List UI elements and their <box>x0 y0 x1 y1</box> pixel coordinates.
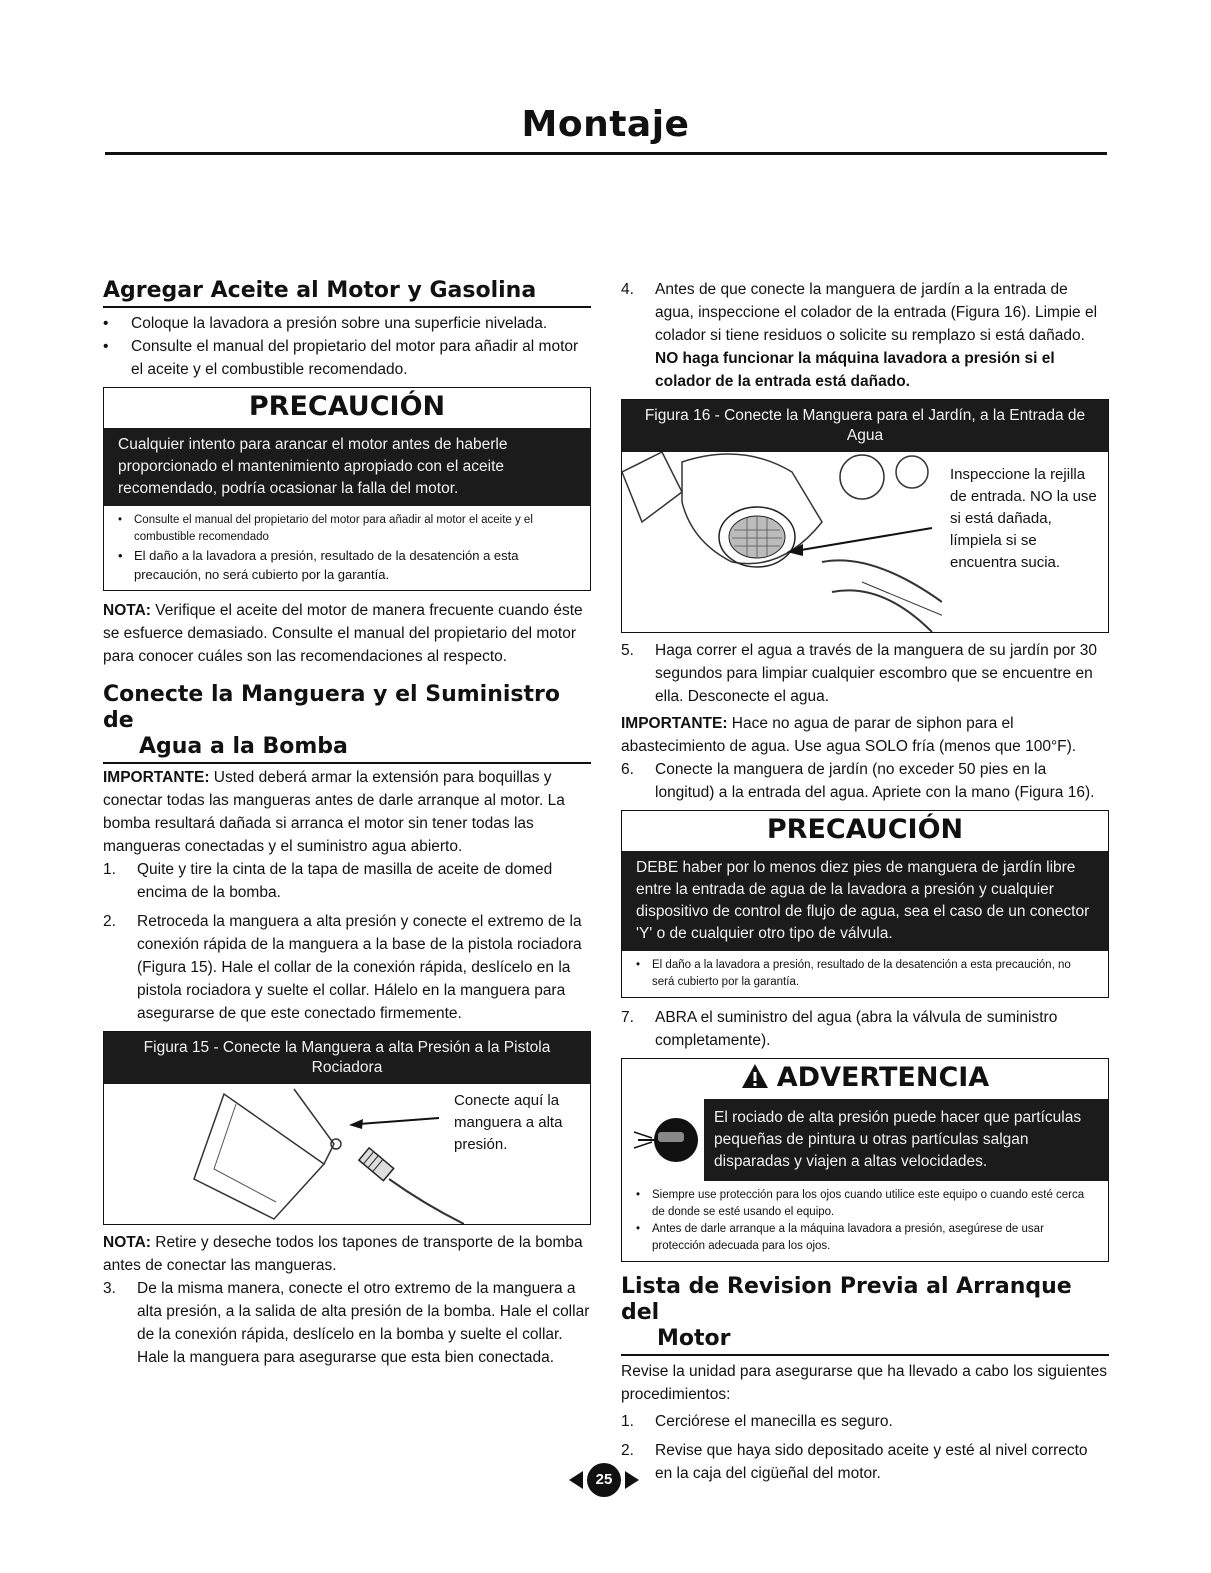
important-note-hoses <box>103 766 591 858</box>
step-7 <box>621 1006 1109 1052</box>
figure-caption: Figura 16 - Conecte la Manguera para el Jardín, a la Entrada de Agua <box>622 400 1108 452</box>
section-heading-checklist <box>621 1274 1109 1356</box>
section-heading-hose-water <box>103 682 591 764</box>
section-heading-oil-gas: Agregar Aceite al Motor y Gasolina <box>103 278 591 308</box>
figure-15 <box>103 1031 591 1225</box>
warning-item: • Siempre use protección para los ojos cuando utilice este equipo o cuando esté cerca de donde se esté usando el equipo. <box>634 1187 1096 1221</box>
caution-item-text: Consulte el manual del propietario del motor para añadir al motor el aceite y el combustible recomendado <box>134 514 533 543</box>
step-text: De la misma manera, conecte el otro extremo de la manguera a alta presión, a la salida de alta presión de la bomba. Hale el collar de la conexión rápida, deslícelo en la bomba y suelte el collar. Hale la manguera para asegurarse que esta bien conectada. <box>137 1280 590 1366</box>
spray-gun-illustration <box>164 1084 464 1224</box>
caution-item <box>116 546 578 584</box>
title-rule <box>105 152 1107 155</box>
pointer-arrow <box>349 1114 439 1134</box>
caution-item-text: El daño a la lavadora a presión, resultado de la desatención a esta precaución, no será cubierto por la garantía. <box>134 548 519 582</box>
step-text: ABRA el suministro del agua (abra la válvula de suministro completamente). <box>655 1009 1058 1049</box>
note-oil-check <box>103 599 591 668</box>
heading-line: Motor <box>657 1326 731 1351</box>
figure-note: Conecte aquí la manguera a alta presión. <box>454 1092 563 1153</box>
step-number: 7. <box>621 1009 634 1026</box>
step-number: 1. <box>621 1413 634 1430</box>
step-number: 5. <box>621 642 634 659</box>
checklist-item-2 <box>621 1439 1109 1485</box>
step-3 <box>103 1277 591 1369</box>
step-4 <box>621 278 1109 393</box>
note-transport-caps <box>103 1231 591 1277</box>
step-warning-text: NO haga funcionar la máquina lavadora a presión si el colador de la entrada está dañado. <box>655 350 1055 390</box>
warning-item: • Antes de darle arranque a la máquina lavadora a presión, asegúrese de usar protección adecuada para los ojos. <box>634 1221 1096 1255</box>
checklist-intro: Revise la unidad para asegurarse que ha llevado a cabo los siguientes procedimientos: <box>621 1363 1107 1403</box>
step-6 <box>621 758 1109 804</box>
caution-box-hose <box>621 810 1109 998</box>
important-label: IMPORTANTE: <box>621 715 728 732</box>
caution-text: Cualquier intento para arancar el motor antes de haberle proporcionado el mantenimiento apropiado con el aceite recomendado, podría ocasionar la falla del motor. <box>104 428 590 506</box>
page-number-badge <box>569 1462 639 1498</box>
warning-heading-row <box>622 1059 1108 1099</box>
caution-list <box>622 951 1108 997</box>
page-number: 25 <box>595 1471 613 1488</box>
figure-16-illustration <box>622 452 1108 632</box>
eye-protection-icon <box>622 1099 704 1181</box>
heading-line: Lista de Revision Previa al Arranque del <box>621 1274 1072 1325</box>
heading-line: Agua a la Bomba <box>139 734 348 759</box>
step-number: 4. <box>621 281 634 298</box>
important-text: Usted deberá armar la extensión para boquillas y conectar todas las mangueras antes de darle arranque al motor. La bomba resultará dañada si arranca el motor sin tener todas las mangueras conectadas y el suministro agua abierto. <box>103 769 565 855</box>
step-text: Cerciórese el manecilla es seguro. <box>655 1413 893 1430</box>
warning-heading: ADVERTENCIA <box>776 1062 990 1093</box>
right-column <box>621 278 1109 1485</box>
warning-text: El rociado de alta presión puede hacer que partículas pequeñas de pintura u otras partículas salgan disparadas y viajen a altas velocidades. <box>714 1109 1082 1170</box>
warning-box <box>621 1058 1109 1262</box>
figure-15-illustration <box>104 1084 590 1224</box>
figure-note: Inspeccione la rejilla de entrada. NO la use si está dañada, límpiela si se encuentra sucia. <box>950 466 1097 571</box>
caution-text: DEBE haber por lo menos diez pies de manguera de jardín libre entre la entrada de agua de la lavadora a presión y cualquier dispositivo de control de flujo de agua, sea el caso de un conector 'Y' o de cualquier otro tipo de válvula. <box>622 851 1108 951</box>
step-5 <box>621 639 1109 708</box>
step-text: Haga correr el agua a través de la manguera de su jardín por 30 segundos para limpiar cualquier escombro que se encuentre en ella. Desconecte el agua. <box>655 642 1098 705</box>
caution-heading: PRECAUCIÓN <box>766 814 964 845</box>
warning-body <box>622 1099 1108 1181</box>
step-text: Retroceda la manguera a alta presión y conecte el extremo de la conexión rápida de la manguera a la base de la pistola rociadora (Figura 15). Hale el collar de la conexión rápida, deslícelo en la pistola rociadora y suelte el collar. Hálelo en la manguera para asegurarse de que este conectado firmemente. <box>137 913 582 1022</box>
important-note-water <box>621 712 1109 758</box>
figure-caption: Figura 15 - Conecte la Manguera a alta Presión a la Pistola Rociadora <box>104 1032 590 1084</box>
step-2 <box>103 910 591 1025</box>
caution-box-oil <box>103 387 591 591</box>
warning-triangle-icon <box>741 1063 769 1089</box>
important-label: IMPORTANTE: <box>103 769 210 786</box>
caution-heading: PRECAUCIÓN <box>248 391 446 422</box>
note-label: NOTA: <box>103 1234 151 1251</box>
note-text: Retire y deseche todos los tapones de transporte de la bomba antes de conectar las mangueras. <box>103 1234 583 1274</box>
step-number: 2. <box>621 1442 634 1459</box>
figure-16 <box>621 399 1109 633</box>
note-label: NOTA: <box>103 602 151 619</box>
step-text: Antes de que conecte la manguera de jardín a la entrada de agua, inspeccione el colador de la entrada (Figura 16). Limpie el colador si tiene residuos o solicite su remplazo si está dañado. <box>655 281 1098 344</box>
page-title: Montaje <box>521 104 690 145</box>
oil-gas-bullets <box>103 312 591 381</box>
bullet-item: • Coloque la lavadora a presión sobre una superficie nivelada. <box>103 312 591 335</box>
step-number: 2. <box>103 913 116 930</box>
bullet-item: • Consulte el manual del propietario del motor para añadir al motor el aceite y el combustible recomendado. <box>103 335 591 381</box>
checklist-item-1 <box>621 1410 1109 1433</box>
caution-item <box>116 512 578 546</box>
step-number: 6. <box>621 761 634 778</box>
left-column <box>103 278 591 1369</box>
important-text: Hace no agua de parar de siphon para el abastecimiento de agua. Use agua SOLO fría (menos que 100°F). <box>621 715 1077 755</box>
warning-list <box>622 1181 1108 1261</box>
caution-item: • El daño a la lavadora a presión, resultado de la desatención a esta precaución, no será cubierto por la garantía. <box>634 957 1096 991</box>
step-text: Revise que haya sido depositado aceite y esté al nivel correcto en la caja del cigüeñal del motor. <box>655 1442 1088 1482</box>
step-text: Conecte la manguera de jardín (no exceder 50 pies en la longitud) a la entrada del agua. Apriete con la mano (Figura 16). <box>655 761 1095 801</box>
caution-list <box>104 506 590 590</box>
step-number: 1. <box>103 861 116 878</box>
step-1 <box>103 858 591 904</box>
step-number: 3. <box>103 1280 116 1297</box>
pointer-arrow <box>787 520 937 560</box>
heading-line: Conecte la Manguera y el Suministro de <box>103 682 560 733</box>
note-text: Verifique el aceite del motor de manera frecuente cuando éste se esfuerce demasiado. Consulte el manual del propietario del motor para conocer cuáles son las recomendaciones al respecto. <box>103 602 583 665</box>
step-text: Quite y tire la cinta de la tapa de masilla de aceite de domed encima de la bomba. <box>137 861 553 901</box>
